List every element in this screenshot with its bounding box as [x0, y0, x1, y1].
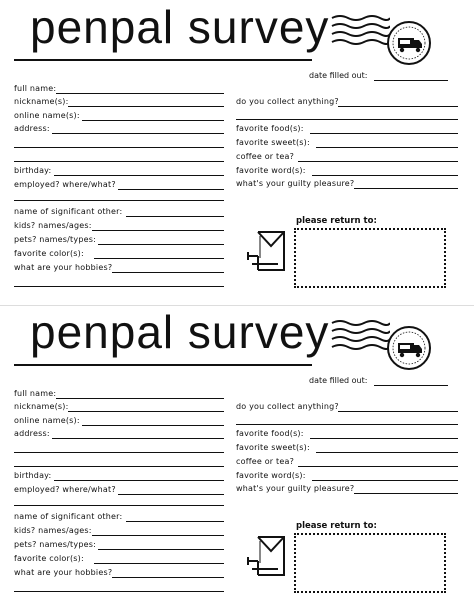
- survey-title: penpal survey: [30, 306, 330, 358]
- field-label: coffee or tea?: [236, 152, 295, 161]
- address-line-2[interactable]: [14, 147, 224, 148]
- date-filled-out-line[interactable]: [374, 80, 448, 81]
- employed-line-2[interactable]: [14, 200, 224, 201]
- field-favorite-sweets[interactable]: [236, 441, 458, 453]
- field-collect[interactable]: [236, 400, 458, 412]
- field-label: kids? names/ages:: [14, 526, 92, 535]
- field-pets[interactable]: [14, 233, 224, 245]
- field-address[interactable]: [14, 122, 224, 134]
- return-address-box[interactable]: [294, 533, 446, 593]
- field-coffee-or-tea[interactable]: [236, 150, 458, 162]
- field-label: favorite food(s):: [236, 429, 304, 438]
- field-significant-other[interactable]: [14, 510, 224, 522]
- field-label: favorite food(s):: [236, 124, 304, 133]
- mail-truck-postmark-icon: [386, 20, 432, 66]
- penpal-survey-bottom: [0, 305, 474, 610]
- field-full-name[interactable]: [14, 387, 224, 399]
- survey-title: penpal survey: [30, 1, 330, 53]
- field-hobbies[interactable]: [14, 261, 224, 273]
- field-kids[interactable]: [14, 524, 224, 536]
- field-hobbies[interactable]: [14, 566, 224, 578]
- field-favorite-colors[interactable]: [14, 247, 224, 259]
- hobbies-line-2[interactable]: [14, 286, 224, 287]
- field-label: what are your hobbies?: [14, 568, 113, 577]
- field-label: what are your hobbies?: [14, 263, 113, 272]
- date-filled-out-line[interactable]: [374, 385, 448, 386]
- field-label: nickname(s):: [14, 97, 69, 106]
- field-label: favorite word(s):: [236, 166, 306, 175]
- field-label: birthday:: [14, 166, 52, 175]
- field-label: full name:: [14, 84, 57, 93]
- field-birthday[interactable]: [14, 164, 224, 176]
- field-label: favorite word(s):: [236, 471, 306, 480]
- field-label: favorite sweet(s):: [236, 138, 310, 147]
- address-line-3[interactable]: [14, 466, 224, 467]
- field-label: employed? where/what?: [14, 485, 116, 494]
- field-label: online name(s):: [14, 111, 80, 120]
- field-favorite-colors[interactable]: [14, 552, 224, 564]
- field-guilty-pleasure[interactable]: [236, 177, 458, 189]
- field-kids[interactable]: [14, 219, 224, 231]
- field-label: employed? where/what?: [14, 180, 116, 189]
- postmark-waves-icon: [330, 317, 390, 357]
- collect-line-2[interactable]: [236, 119, 458, 120]
- title-underline: [14, 364, 312, 366]
- title-underline: [14, 59, 312, 61]
- field-label: address:: [14, 124, 50, 133]
- mail-truck-postmark-icon: [386, 325, 432, 371]
- field-guilty-pleasure[interactable]: [236, 482, 458, 494]
- field-nicknames[interactable]: [14, 95, 224, 107]
- field-label: online name(s):: [14, 416, 80, 425]
- field-label: pets? names/types:: [14, 235, 96, 244]
- field-label: favorite color(s):: [14, 249, 84, 258]
- field-online-names[interactable]: [14, 414, 224, 426]
- field-label: pets? names/types:: [14, 540, 96, 549]
- field-label: what's your guilty pleasure?: [236, 484, 355, 493]
- field-label: full name:: [14, 389, 57, 398]
- field-employed[interactable]: [14, 178, 224, 190]
- field-label: do you collect anything?: [236, 97, 339, 106]
- field-label: nickname(s):: [14, 402, 69, 411]
- field-full-name[interactable]: [14, 82, 224, 94]
- field-coffee-or-tea[interactable]: [236, 455, 458, 467]
- address-line-3[interactable]: [14, 161, 224, 162]
- field-label: what's your guilty pleasure?: [236, 179, 355, 188]
- field-label: do you collect anything?: [236, 402, 339, 411]
- field-label: address:: [14, 429, 50, 438]
- field-pets[interactable]: [14, 538, 224, 550]
- field-label: coffee or tea?: [236, 457, 295, 466]
- field-favorite-sweets[interactable]: [236, 136, 458, 148]
- letter-envelope-icon: [244, 226, 292, 274]
- postmark-waves-icon: [330, 12, 390, 52]
- address-line-2[interactable]: [14, 452, 224, 453]
- field-nicknames[interactable]: [14, 400, 224, 412]
- field-favorite-foods[interactable]: [236, 122, 458, 134]
- hobbies-line-2[interactable]: [14, 591, 224, 592]
- field-favorite-words[interactable]: [236, 469, 458, 481]
- field-employed[interactable]: [14, 483, 224, 495]
- field-favorite-foods[interactable]: [236, 427, 458, 439]
- field-significant-other[interactable]: [14, 205, 224, 217]
- field-label: favorite sweet(s):: [236, 443, 310, 452]
- employed-line-2[interactable]: [14, 505, 224, 506]
- field-label: name of significant other:: [14, 512, 123, 521]
- date-filled-out-label: date filled out:: [309, 71, 368, 80]
- field-label: birthday:: [14, 471, 52, 480]
- please-return-to-label: please return to:: [296, 521, 377, 531]
- field-label: favorite color(s):: [14, 554, 84, 563]
- field-birthday[interactable]: [14, 469, 224, 481]
- field-favorite-words[interactable]: [236, 164, 458, 176]
- field-label: kids? names/ages:: [14, 221, 92, 230]
- please-return-to-label: please return to:: [296, 216, 377, 226]
- date-filled-out-label: date filled out:: [309, 376, 368, 385]
- field-label: name of significant other:: [14, 207, 123, 216]
- field-address[interactable]: [14, 427, 224, 439]
- field-online-names[interactable]: [14, 109, 224, 121]
- letter-envelope-icon: [244, 531, 292, 579]
- field-collect[interactable]: [236, 95, 458, 107]
- return-address-box[interactable]: [294, 228, 446, 288]
- collect-line-2[interactable]: [236, 424, 458, 425]
